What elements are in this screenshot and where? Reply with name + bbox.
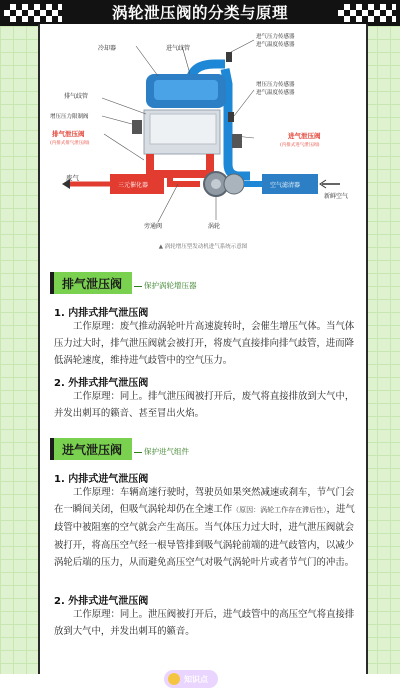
knowledge-badge[interactable]: 知识点 <box>164 670 218 688</box>
heading-external-intake: 2. 外排式进气泄压阀 <box>54 596 149 607</box>
label-wastegate: 旁通阀 <box>144 223 163 230</box>
label-exhaust-gas: 废气 <box>66 174 79 182</box>
para-external-exhaust: 工作原理：同上。排气泄压阀被打开后，废气将直接排放到大气中，并发出刺耳的籁音、甚至冒出火焰。 <box>54 391 355 420</box>
label-air-filter: 空气滤清器 <box>270 182 301 189</box>
para-internal-intake: 工作原理：车辆高速行驶时，驾驶员如果突然减速或刹车，节气门会在一瞬间关闭，但吸气涡轮却仍在全速工作（原因：涡轮工作存在滞后性），进气歧管中被阻塞的空气就会产生高压。当气体压力过大时，进气泄压阀就会被打开，将高压空气经一根导管排到吸气涡轮前端的进气歧管内，以减少涡轮后端的压力，从而避免高压空气对吸气涡轮叶片或者节气门的冲击。 <box>54 487 355 568</box>
label-intake-temp-sensor: 进气温度传感器 <box>256 42 295 48</box>
diagram-caption: ▲ 涡轮增压型发动机进气系统示意图 <box>158 244 248 250</box>
section-subtitle: 保护涡轮增压器 <box>134 280 197 291</box>
label-boost-temp-sensor: 进气温度传感器 <box>256 90 295 96</box>
label-boost-limiter: 增压压力限制阀 <box>50 114 89 120</box>
label-turbo: 涡轮 <box>208 223 221 230</box>
heading-internal-intake: 1. 内排式进气泄压阀 <box>54 474 149 485</box>
exhaust-manifold <box>150 154 210 174</box>
checker-decoration-left <box>4 4 62 22</box>
section-label-box: 进气泄压阀 <box>50 438 132 460</box>
content-card <box>38 24 368 684</box>
label-intake-bypass-sub: (内排式进气泄压阀) <box>280 143 320 148</box>
turbo-system-diagram <box>40 24 366 240</box>
label-boost-press-sensor: 增压压力传感器 <box>256 82 295 88</box>
header-bar <box>0 0 400 26</box>
heading-external-exhaust: 2. 外排式排气泄压阀 <box>54 378 149 389</box>
section-subtitle: 保护进气组件 <box>134 446 189 457</box>
label-intake-manifold: 进气歧管 <box>166 45 191 52</box>
heading-internal-exhaust: 1. 内排式排气泄压阀 <box>54 308 149 319</box>
label-exhaust-bypass: 排气泄压阀 <box>52 130 85 138</box>
section-label-box: 排气泄压阀 <box>50 272 132 294</box>
label-exhaust-bypass-sub: (内排式排气泄压阀) <box>50 141 90 146</box>
page-title: 涡轮泄压阀的分类与原理 <box>111 4 288 22</box>
para-internal-exhaust: 工作原理：废气推动涡轮叶片高速旋转时，会催生增压气体。当气体压力过大时，排气泄压阀就会被打开，将废气直接排向排气歧管，进而降低涡轮速度，维持进气歧管中的空气压力。 <box>54 321 355 367</box>
para-external-intake: 工作原理：同上。泄压阀被打开后，进气歧管中的高压空气将直接排放到大气中，并发出刺耳的籁音。 <box>54 609 355 638</box>
note-turbo-lag: （原因：涡轮工作存在滞后性） <box>232 506 327 515</box>
label-exhaust-manifold: 排气歧管 <box>64 93 89 100</box>
label-intake-press-sensor: 进气压力传感器 <box>256 34 295 40</box>
label-intake-bypass: 进气泄压阀 <box>288 132 321 140</box>
section-title-intake <box>50 436 189 460</box>
label-fresh-air: 新鲜空气 <box>324 193 349 200</box>
section-title-exhaust <box>50 270 197 294</box>
lightbulb-icon <box>168 673 180 685</box>
checker-decoration-right <box>338 4 396 22</box>
label-catalyst: 三元催化器 <box>118 182 149 189</box>
label-intercooler: 冷却器 <box>98 45 117 52</box>
